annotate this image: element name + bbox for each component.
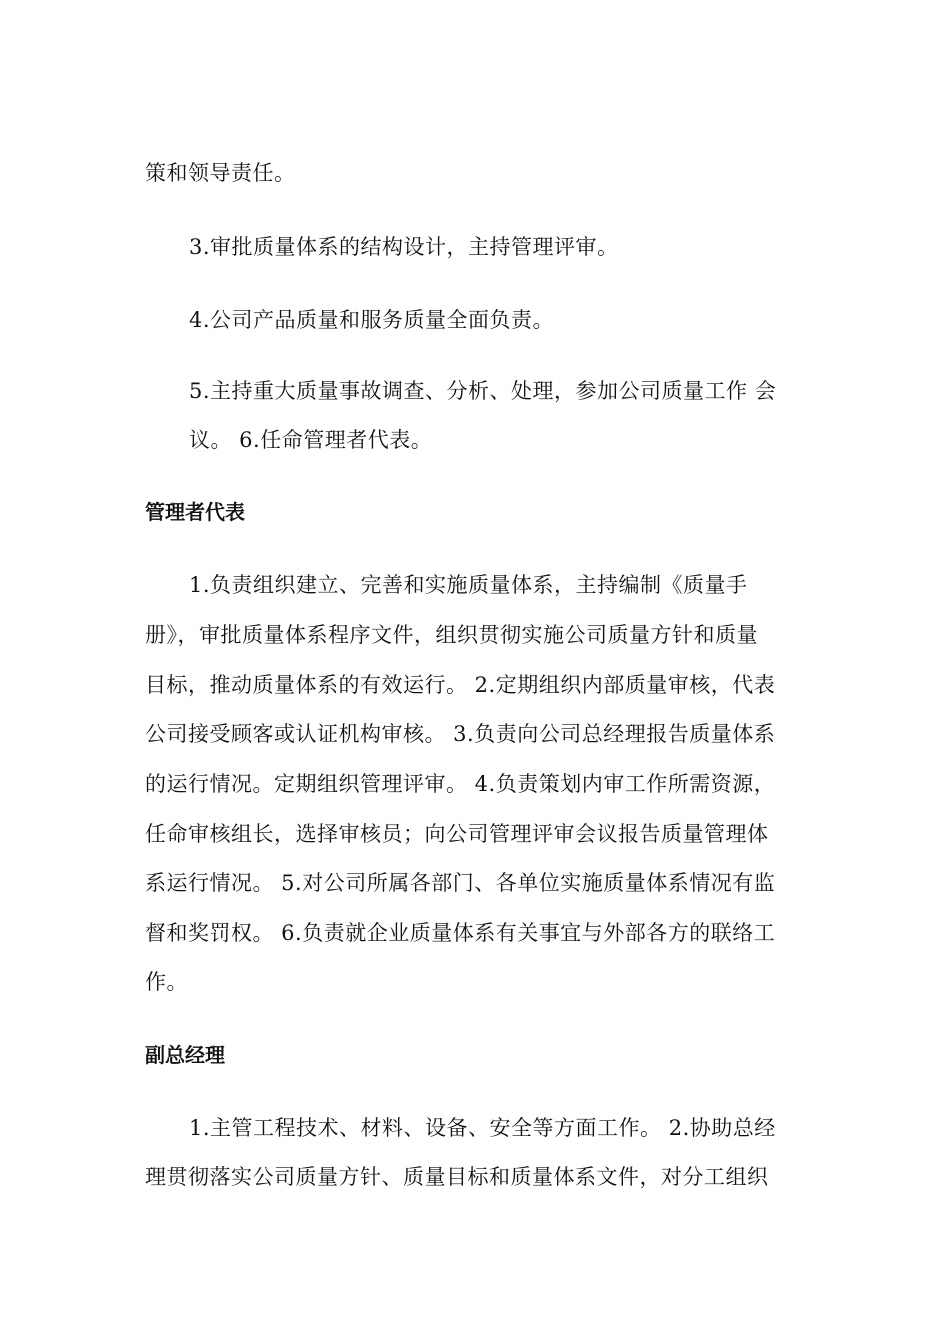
text-line: 4.公司产品质量和服务质量全面负责。 xyxy=(189,308,555,332)
text-line: 的运行情况。定期组织管理评审。 4.负责策划内审工作所需资源， xyxy=(145,772,776,796)
text-line: 任命审核组长，选择审核员；向公司管理评审会议报告质量管理体 xyxy=(145,822,769,846)
text-line: 目标，推动质量体系的有效运行。 2.定期组织内部质量审核，代表 xyxy=(145,673,776,697)
text-line: 5.主持重大质量事故调查、分析、处理，参加公司质量工作 会 xyxy=(189,379,777,403)
text-line: 公司接受顾客或认证机构审核。 3.负责向公司总经理报告质量体系 xyxy=(145,722,776,746)
text-line: 作。 xyxy=(145,970,188,994)
text-line: 议。 6.任命管理者代表。 xyxy=(189,428,433,452)
text-line: 1.主管工程技术、材料、设备、安全等方面工作。 2.协助总经 xyxy=(189,1116,776,1140)
text-line: 册》，审批质量体系程序文件，组织贯彻实施公司质量方针和质量 xyxy=(145,623,758,647)
text-line: 3.审批质量体系的结构设计，主持管理评审。 xyxy=(189,235,619,259)
text-line: 系运行情况。 5.对公司所属各部门、各单位实施质量体系情况有监 xyxy=(145,871,776,895)
text-line: 策和领导责任。 xyxy=(145,161,296,185)
section-heading-deputy-gm: 副总经理 xyxy=(145,1043,225,1067)
text-line: 1.负责组织建立、完善和实施质量体系，主持编制《质量手 xyxy=(189,573,748,597)
text-line: 理贯彻落实公司质量方针、质量目标和质量体系文件，对分工组织 xyxy=(145,1165,769,1189)
section-heading-management-rep: 管理者代表 xyxy=(145,500,245,524)
text-line: 督和奖罚权。 6.负责就企业质量体系有关事宜与外部各方的联络工 xyxy=(145,921,776,945)
